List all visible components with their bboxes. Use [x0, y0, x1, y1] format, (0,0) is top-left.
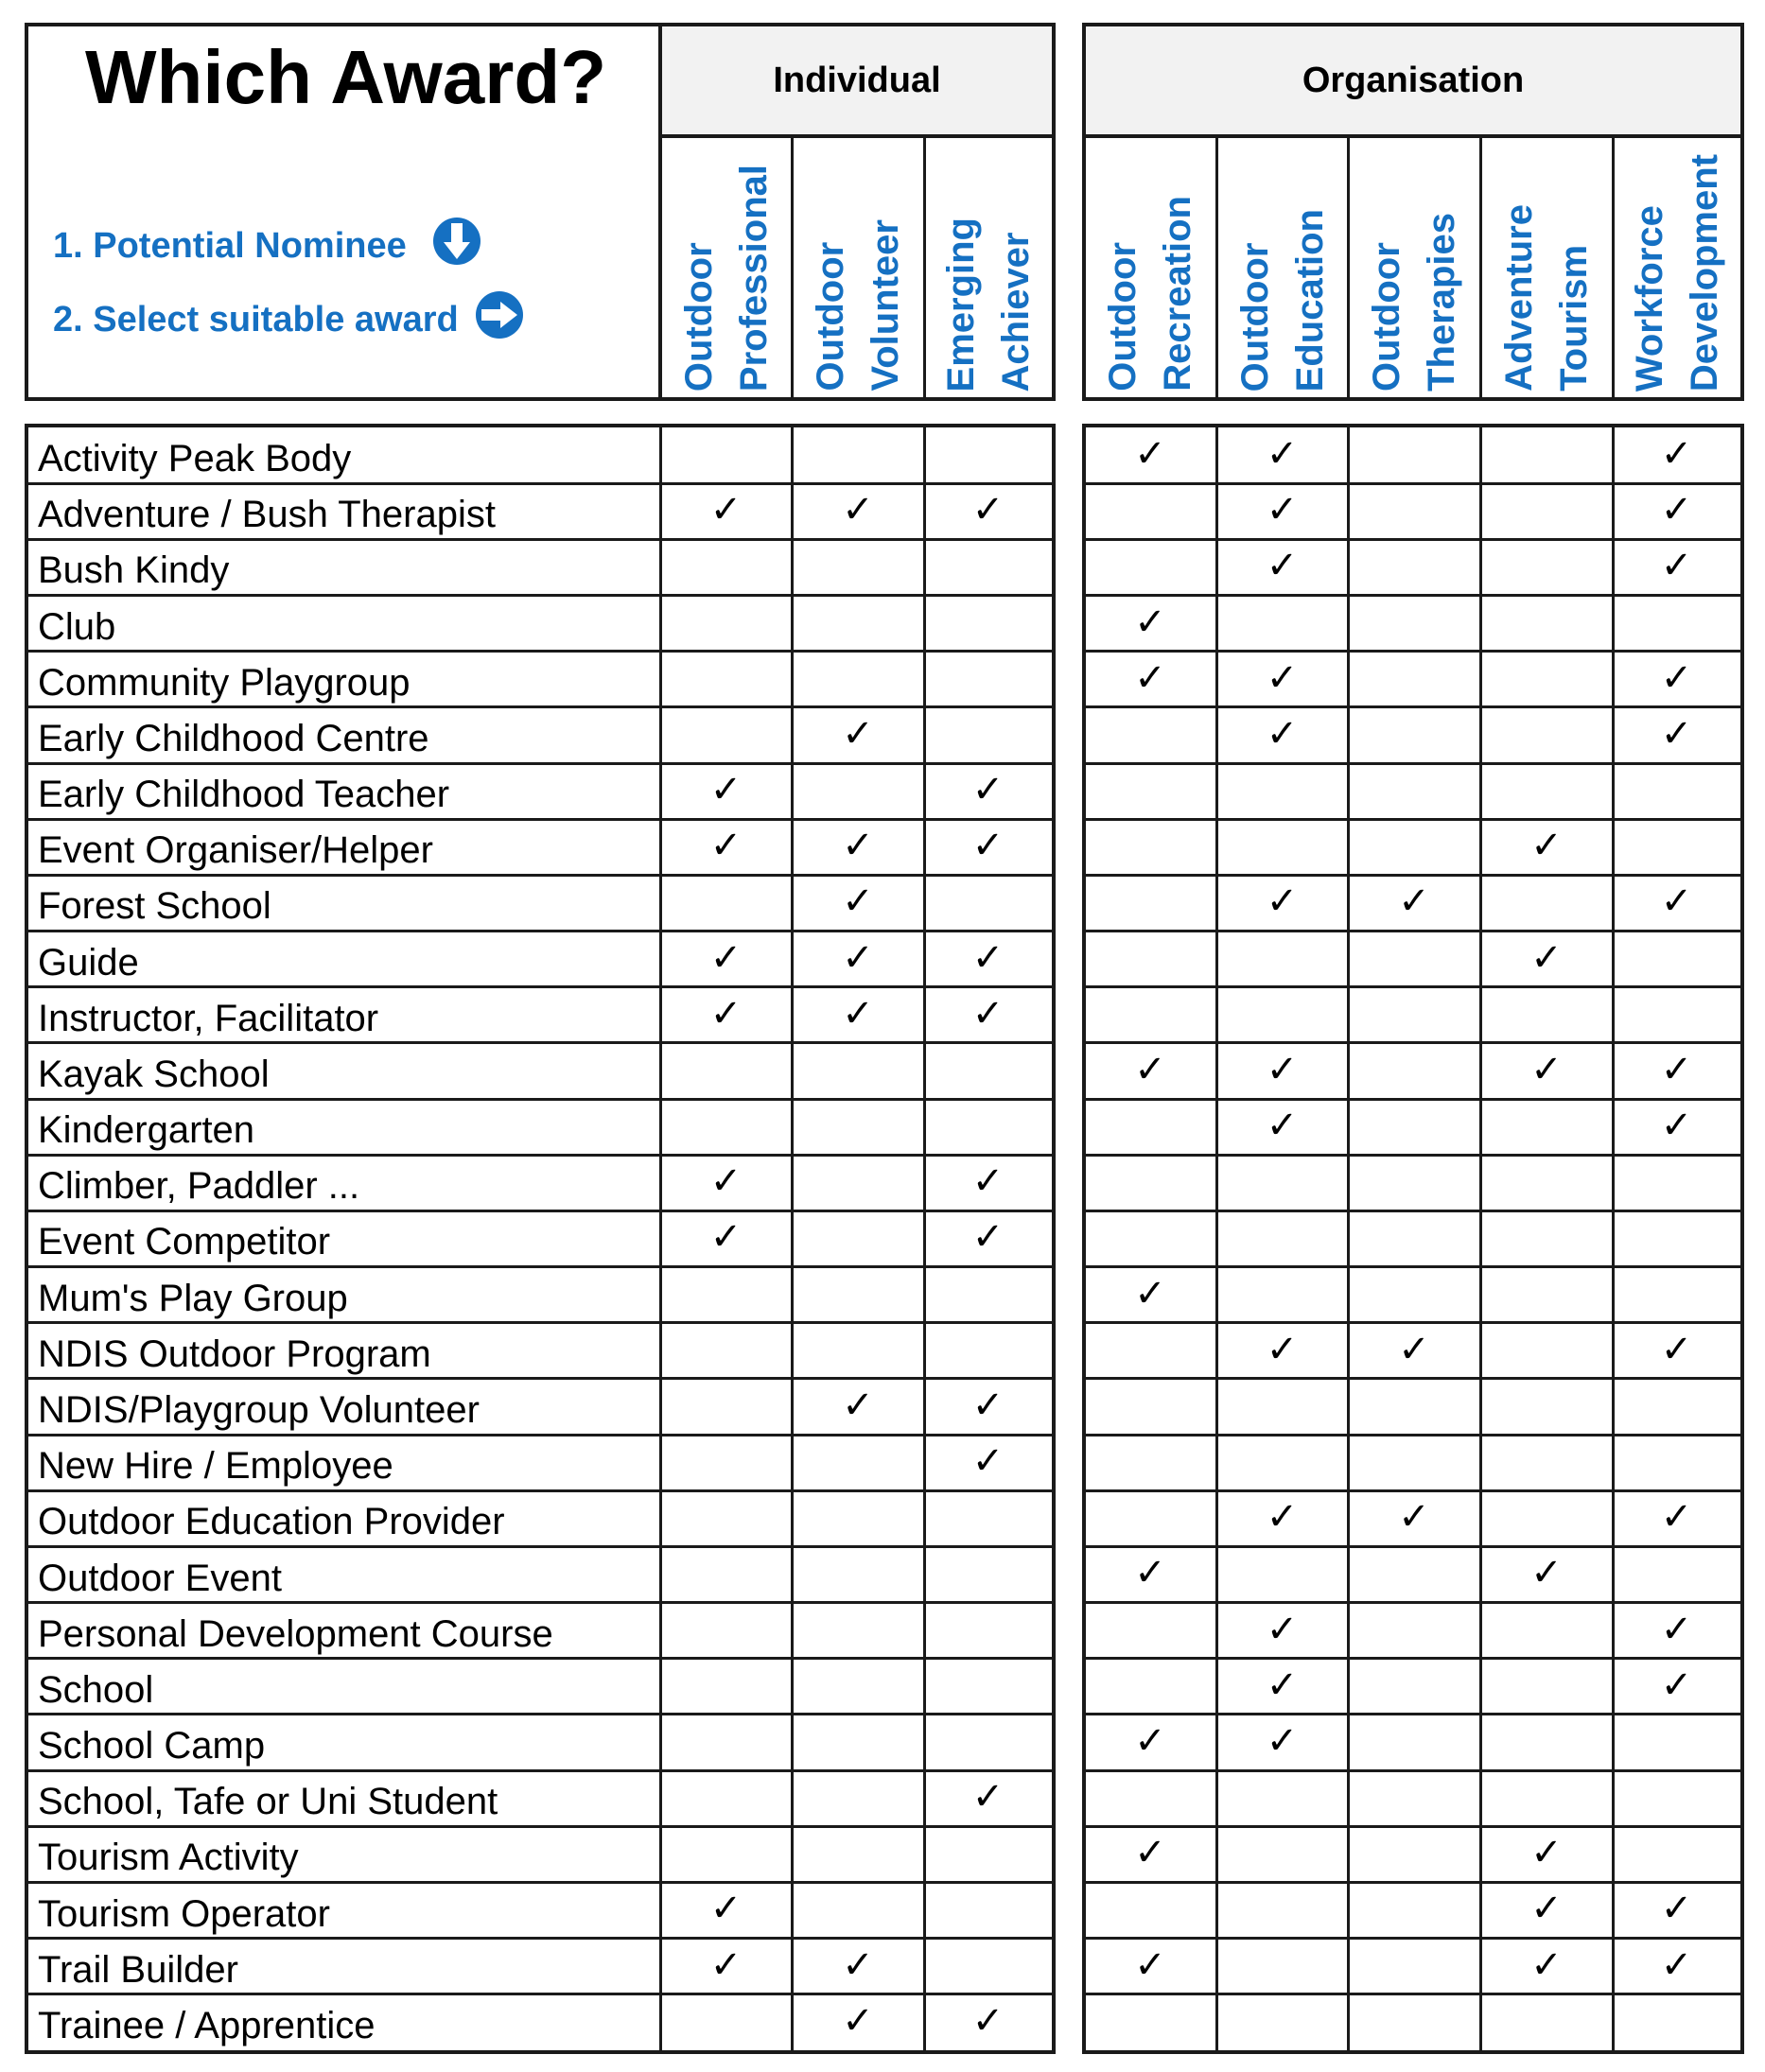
- check-mark-icon: ✓: [1266, 711, 1299, 756]
- column-header-workforce-development: [1613, 138, 1740, 397]
- row-divider: [28, 594, 1052, 597]
- arrow-down-circle-icon: [431, 216, 482, 276]
- check-mark-icon: ✓: [1266, 1495, 1299, 1540]
- check-mark-icon: ✓: [1660, 1327, 1693, 1371]
- table-row-label: Tourism Activity: [38, 1837, 299, 1879]
- check-mark-icon: ✓: [971, 1998, 1005, 2043]
- row-divider: [28, 538, 1052, 541]
- check-mark-icon: ✓: [1530, 1551, 1563, 1595]
- table-row-label: Guide: [38, 941, 139, 984]
- header-column-divider: [791, 134, 794, 399]
- column-header-outdoor-professional: [660, 138, 792, 397]
- check-mark-icon: ✓: [1134, 1047, 1166, 1091]
- column-header-line2: Volunteer: [865, 219, 906, 392]
- check-mark-icon: ✓: [971, 824, 1005, 868]
- column-header-text: [1492, 204, 1601, 392]
- table-row-label: Adventure / Bush Therapist: [38, 494, 496, 536]
- column-header-text: [1359, 213, 1469, 392]
- check-mark-icon: ✓: [1266, 544, 1299, 588]
- row-divider: [1086, 1210, 1740, 1212]
- check-mark-icon: ✓: [1660, 1495, 1693, 1540]
- check-mark-icon: ✓: [842, 935, 874, 980]
- table-row-label: Personal Development Course: [38, 1612, 553, 1655]
- check-mark-icon: ✓: [1660, 1104, 1693, 1148]
- check-mark-icon: ✓: [1134, 1551, 1166, 1595]
- column-header-line1: Workforce: [1628, 204, 1670, 392]
- row-divider: [28, 1657, 1052, 1660]
- check-mark-icon: ✓: [1660, 1047, 1693, 1091]
- row-divider: [1086, 538, 1740, 541]
- column-header-line1: Outdoor: [677, 242, 720, 392]
- row-divider: [28, 1210, 1052, 1212]
- row-divider: [28, 762, 1052, 765]
- table-row-label: Event Organiser/Helper: [38, 829, 433, 872]
- row-divider: [1086, 1321, 1740, 1324]
- column-header-outdoor-therapies: [1348, 138, 1480, 397]
- row-divider: [28, 1377, 1052, 1380]
- check-mark-icon: ✓: [1266, 879, 1299, 924]
- column-header-line1: Outdoor: [1102, 242, 1144, 392]
- row-divider: [1086, 762, 1740, 765]
- table-row-label: Community Playgroup: [38, 661, 411, 704]
- row-divider: [28, 1154, 1052, 1157]
- column-header-line1: Outdoor: [1233, 242, 1276, 392]
- column-header-outdoor-recreation: [1084, 138, 1216, 397]
- check-mark-icon: ✓: [971, 991, 1005, 1036]
- check-mark-icon: ✓: [1530, 1942, 1563, 1987]
- check-mark-icon: ✓: [709, 1887, 743, 1931]
- row-divider: [1086, 818, 1740, 821]
- table-row-label: School Camp: [38, 1725, 266, 1767]
- check-mark-icon: ✓: [1660, 1663, 1693, 1707]
- check-mark-icon: ✓: [1660, 655, 1693, 700]
- check-mark-icon: ✓: [842, 488, 874, 532]
- table-row-label: Forest School: [38, 885, 271, 928]
- individual-group-title: Individual: [662, 26, 1052, 138]
- check-mark-icon: ✓: [1134, 432, 1166, 476]
- table-row-label: School: [38, 1668, 154, 1711]
- table-row-label: New Hire / Employee: [38, 1445, 393, 1488]
- column-header-line1: Emerging: [939, 217, 982, 392]
- column-header-text: [803, 219, 913, 392]
- check-mark-icon: ✓: [1266, 655, 1299, 700]
- row-divider: [1086, 650, 1740, 653]
- row-divider: [1086, 705, 1740, 708]
- row-divider: [28, 705, 1052, 708]
- row-divider: [28, 1601, 1052, 1604]
- instruction-step-1-label: 1. Potential Nominee: [53, 225, 407, 266]
- row-divider: [28, 650, 1052, 653]
- row-divider: [28, 1937, 1052, 1940]
- table-row-label: Mum's Play Group: [38, 1277, 348, 1319]
- header-column-divider: [1612, 134, 1615, 399]
- column-header-line2: Achiever: [994, 232, 1037, 392]
- header-column-divider: [1347, 134, 1350, 399]
- column-header-adventure-tourism: [1480, 138, 1613, 397]
- table-row-label: Kayak School: [38, 1053, 270, 1095]
- table-row-label: Outdoor Education Provider: [38, 1501, 505, 1543]
- column-header-line2: Recreation: [1157, 196, 1198, 392]
- check-mark-icon: ✓: [709, 1159, 743, 1204]
- row-divider: [28, 1098, 1052, 1101]
- check-mark-icon: ✓: [1266, 488, 1299, 532]
- column-header-text: [672, 165, 781, 392]
- row-divider: [28, 1265, 1052, 1268]
- table-row-label: Bush Kindy: [38, 549, 230, 592]
- check-mark-icon: ✓: [971, 1159, 1005, 1204]
- row-divider: [28, 1769, 1052, 1772]
- check-mark-icon: ✓: [1266, 1718, 1299, 1763]
- check-mark-icon: ✓: [971, 1215, 1005, 1260]
- table-column-divider: [1479, 427, 1482, 2050]
- check-mark-icon: ✓: [1660, 1607, 1693, 1651]
- row-divider: [28, 1545, 1052, 1548]
- check-mark-icon: ✓: [1398, 1495, 1430, 1540]
- row-divider: [1086, 874, 1740, 877]
- check-mark-icon: ✓: [971, 1439, 1005, 1484]
- check-mark-icon: ✓: [1660, 432, 1693, 476]
- column-header-line1: Outdoor: [1366, 242, 1407, 392]
- check-mark-icon: ✓: [1398, 879, 1430, 924]
- check-mark-icon: ✓: [1530, 1887, 1563, 1931]
- check-mark-icon: ✓: [1134, 600, 1166, 644]
- row-divider: [1086, 1601, 1740, 1604]
- row-divider: [28, 1041, 1052, 1044]
- check-mark-icon: ✓: [1266, 432, 1299, 476]
- check-mark-icon: ✓: [1398, 1327, 1430, 1371]
- row-divider: [28, 1825, 1052, 1828]
- row-divider: [1086, 1545, 1740, 1548]
- row-divider: [28, 482, 1052, 485]
- column-header-emerging-achiever: [924, 138, 1052, 397]
- check-mark-icon: ✓: [1134, 1942, 1166, 1987]
- row-divider: [1086, 1377, 1740, 1380]
- header-column-divider: [1479, 134, 1482, 399]
- check-mark-icon: ✓: [842, 1998, 874, 2043]
- check-mark-icon: ✓: [1660, 879, 1693, 924]
- row-divider: [28, 874, 1052, 877]
- check-mark-icon: ✓: [971, 1383, 1005, 1427]
- check-mark-icon: ✓: [1660, 711, 1693, 756]
- table-row-label: NDIS/Playgroup Volunteer: [38, 1389, 480, 1431]
- row-divider: [28, 1434, 1052, 1436]
- check-mark-icon: ✓: [842, 879, 874, 924]
- table-row-label: Early Childhood Teacher: [38, 774, 450, 816]
- row-divider: [28, 1993, 1052, 1995]
- row-divider: [28, 930, 1052, 932]
- check-mark-icon: ✓: [1266, 1047, 1299, 1091]
- row-divider: [1086, 1713, 1740, 1715]
- column-header-line2: Therapies: [1421, 213, 1462, 392]
- column-header-line1: Outdoor: [810, 242, 851, 392]
- row-divider: [1086, 1825, 1740, 1828]
- column-header-outdoor-education: [1216, 138, 1348, 397]
- row-divider: [28, 1881, 1052, 1884]
- check-mark-icon: ✓: [1134, 1718, 1166, 1763]
- check-mark-icon: ✓: [1266, 1663, 1299, 1707]
- arrow-right-circle-icon: [474, 289, 525, 350]
- table-row-label: Club: [38, 605, 116, 648]
- organisation-group-title: Organisation: [1086, 26, 1740, 138]
- column-header-text: [934, 218, 1043, 392]
- check-mark-icon: ✓: [1134, 1831, 1166, 1875]
- check-mark-icon: ✓: [709, 488, 743, 532]
- check-mark-icon: ✓: [1530, 824, 1563, 868]
- row-divider: [1086, 930, 1740, 932]
- instruction-step-2-label: 2. Select suitable award: [53, 299, 459, 340]
- check-mark-icon: ✓: [971, 488, 1005, 532]
- column-header-text: [1228, 209, 1337, 392]
- column-header-text: [1622, 154, 1732, 392]
- table-row-label: NDIS Outdoor Program: [38, 1332, 431, 1375]
- check-mark-icon: ✓: [842, 1383, 874, 1427]
- row-divider: [28, 1321, 1052, 1324]
- check-mark-icon: ✓: [971, 935, 1005, 980]
- check-mark-icon: ✓: [709, 824, 743, 868]
- check-mark-icon: ✓: [1660, 1887, 1693, 1931]
- table-row-label: Early Childhood Centre: [38, 717, 429, 759]
- table-row-label: School, Tafe or Uni Student: [38, 1781, 498, 1823]
- row-divider: [1086, 482, 1740, 485]
- row-divider: [1086, 1265, 1740, 1268]
- check-mark-icon: ✓: [1660, 488, 1693, 532]
- check-mark-icon: ✓: [842, 711, 874, 756]
- table-row-label: Event Competitor: [38, 1221, 331, 1263]
- column-header-line2: Education: [1288, 208, 1331, 392]
- column-header-line2: Development: [1683, 153, 1725, 392]
- check-mark-icon: ✓: [709, 1215, 743, 1260]
- check-mark-icon: ✓: [1530, 1047, 1563, 1091]
- row-divider: [1086, 594, 1740, 597]
- check-mark-icon: ✓: [971, 768, 1005, 812]
- check-mark-icon: ✓: [1530, 1831, 1563, 1875]
- check-mark-icon: ✓: [842, 1942, 874, 1987]
- check-mark-icon: ✓: [1530, 935, 1563, 980]
- row-divider: [1086, 1993, 1740, 1995]
- check-mark-icon: ✓: [1266, 1104, 1299, 1148]
- check-mark-icon: ✓: [842, 991, 874, 1036]
- table-row-label: Instructor, Facilitator: [38, 997, 379, 1039]
- check-mark-icon: ✓: [842, 824, 874, 868]
- check-mark-icon: ✓: [1134, 655, 1166, 700]
- row-divider: [1086, 1434, 1740, 1436]
- instruction-step-1: [53, 216, 482, 276]
- row-divider: [1086, 1657, 1740, 1660]
- column-header-line2: Professional: [732, 164, 775, 392]
- row-divider: [28, 818, 1052, 821]
- row-divider: [1086, 1098, 1740, 1101]
- check-mark-icon: ✓: [1266, 1607, 1299, 1651]
- row-divider: [28, 1713, 1052, 1715]
- table-row-label: Activity Peak Body: [38, 438, 352, 480]
- row-divider: [1086, 1769, 1740, 1772]
- column-header-line2: Tourism: [1553, 245, 1595, 392]
- table-row-label: Kindergarten: [38, 1109, 255, 1152]
- check-mark-icon: ✓: [709, 935, 743, 980]
- table-row-label: Trainee / Apprentice: [38, 2004, 376, 2046]
- check-mark-icon: ✓: [1266, 1327, 1299, 1371]
- row-divider: [28, 985, 1052, 988]
- check-mark-icon: ✓: [1660, 544, 1693, 588]
- check-mark-icon: ✓: [709, 991, 743, 1036]
- row-divider: [1086, 1881, 1740, 1884]
- row-divider: [1086, 1489, 1740, 1492]
- row-divider: [1086, 985, 1740, 988]
- table-row-label: Tourism Operator: [38, 1892, 330, 1935]
- column-header-text: [1095, 196, 1205, 392]
- table-row-label: Climber, Paddler ...: [38, 1165, 360, 1208]
- row-divider: [1086, 1041, 1740, 1044]
- column-header-line1: Adventure: [1498, 204, 1540, 392]
- check-mark-icon: ✓: [1134, 1271, 1166, 1315]
- column-header-outdoor-volunteer: [792, 138, 924, 397]
- row-divider: [1086, 1154, 1740, 1157]
- header-column-divider: [923, 134, 926, 399]
- row-divider: [28, 1489, 1052, 1492]
- header-column-divider: [1215, 134, 1218, 399]
- table-row-label: Trail Builder: [38, 1948, 238, 1991]
- check-mark-icon: ✓: [971, 1775, 1005, 1820]
- check-mark-icon: ✓: [709, 768, 743, 812]
- instruction-step-2: [53, 289, 525, 350]
- check-mark-icon: ✓: [1660, 1942, 1693, 1987]
- row-divider: [1086, 1937, 1740, 1940]
- page-title: Which Award?: [85, 35, 607, 119]
- check-mark-icon: ✓: [709, 1942, 743, 1987]
- table-row-label: Outdoor Event: [38, 1557, 282, 1599]
